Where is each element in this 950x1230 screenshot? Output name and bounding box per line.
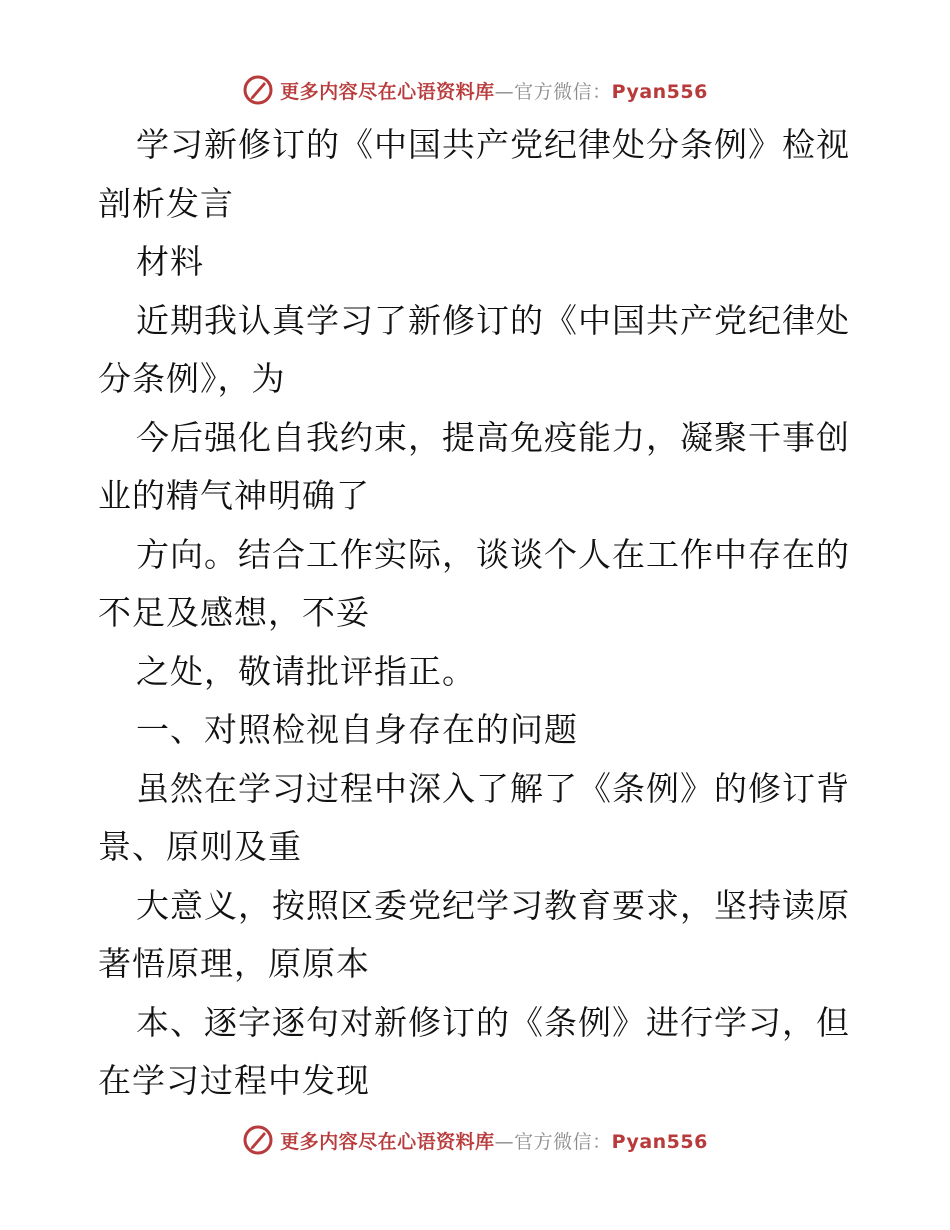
text-line: 虽然在学习过程中深入了解了《条例》的修订背 — [136, 768, 850, 808]
text-line: 之处，敬请批评指正。 — [136, 651, 476, 691]
banner-wechat-id: Pyan556 — [611, 1130, 708, 1153]
quill-pen-logo-icon — [242, 74, 274, 106]
text-line: 剖析发言 — [98, 183, 234, 223]
banner-text — [280, 1127, 708, 1154]
text-line: 分条例》，为 — [98, 359, 286, 398]
text-line: 业的精气神明确了 — [98, 476, 370, 515]
quill-pen-logo-icon — [242, 1124, 274, 1156]
text-line: 著悟原理，原原本 — [98, 944, 370, 983]
banner-brand: 更多内容尽在心语资料库 — [280, 80, 495, 103]
text-line: 不足及感想，不妥 — [98, 593, 370, 632]
banner-wechat-label: 官方微信： — [514, 80, 612, 103]
banner-separator: — — [494, 80, 515, 103]
banner-brand: 更多内容尽在心语资料库 — [280, 1130, 495, 1153]
header-banner — [0, 70, 950, 110]
text-line: 大意义，按照区委党纪学习教育要求，坚持读原 — [136, 885, 850, 925]
text-line: 今后强化自我约束，提高免疫能力，凝聚干事创 — [136, 417, 850, 457]
footer-banner — [0, 1120, 950, 1160]
text-line: 材料 — [136, 242, 204, 281]
banner-wechat-id: Pyan556 — [611, 80, 708, 103]
text-line: 学习新修订的《中国共产党纪律处分条例》检视 — [136, 125, 850, 164]
text-line: 在学习过程中发现 — [98, 1061, 370, 1100]
banner-separator: — — [494, 1130, 515, 1153]
text-line: 景、原则及重 — [98, 827, 302, 866]
banner-wechat-label: 官方微信： — [514, 1130, 612, 1153]
document-body — [98, 116, 858, 1111]
text-line: 本、逐字逐句对新修订的《条例》进行学习，但 — [136, 1002, 850, 1042]
text-line: 近期我认真学习了新修订的《中国共产党纪律处 — [136, 300, 850, 340]
banner-text — [280, 77, 708, 104]
text-line: 一、对照检视自身存在的问题 — [136, 710, 578, 749]
text-line: 方向。结合工作实际，谈谈个人在工作中存在的 — [136, 534, 850, 574]
